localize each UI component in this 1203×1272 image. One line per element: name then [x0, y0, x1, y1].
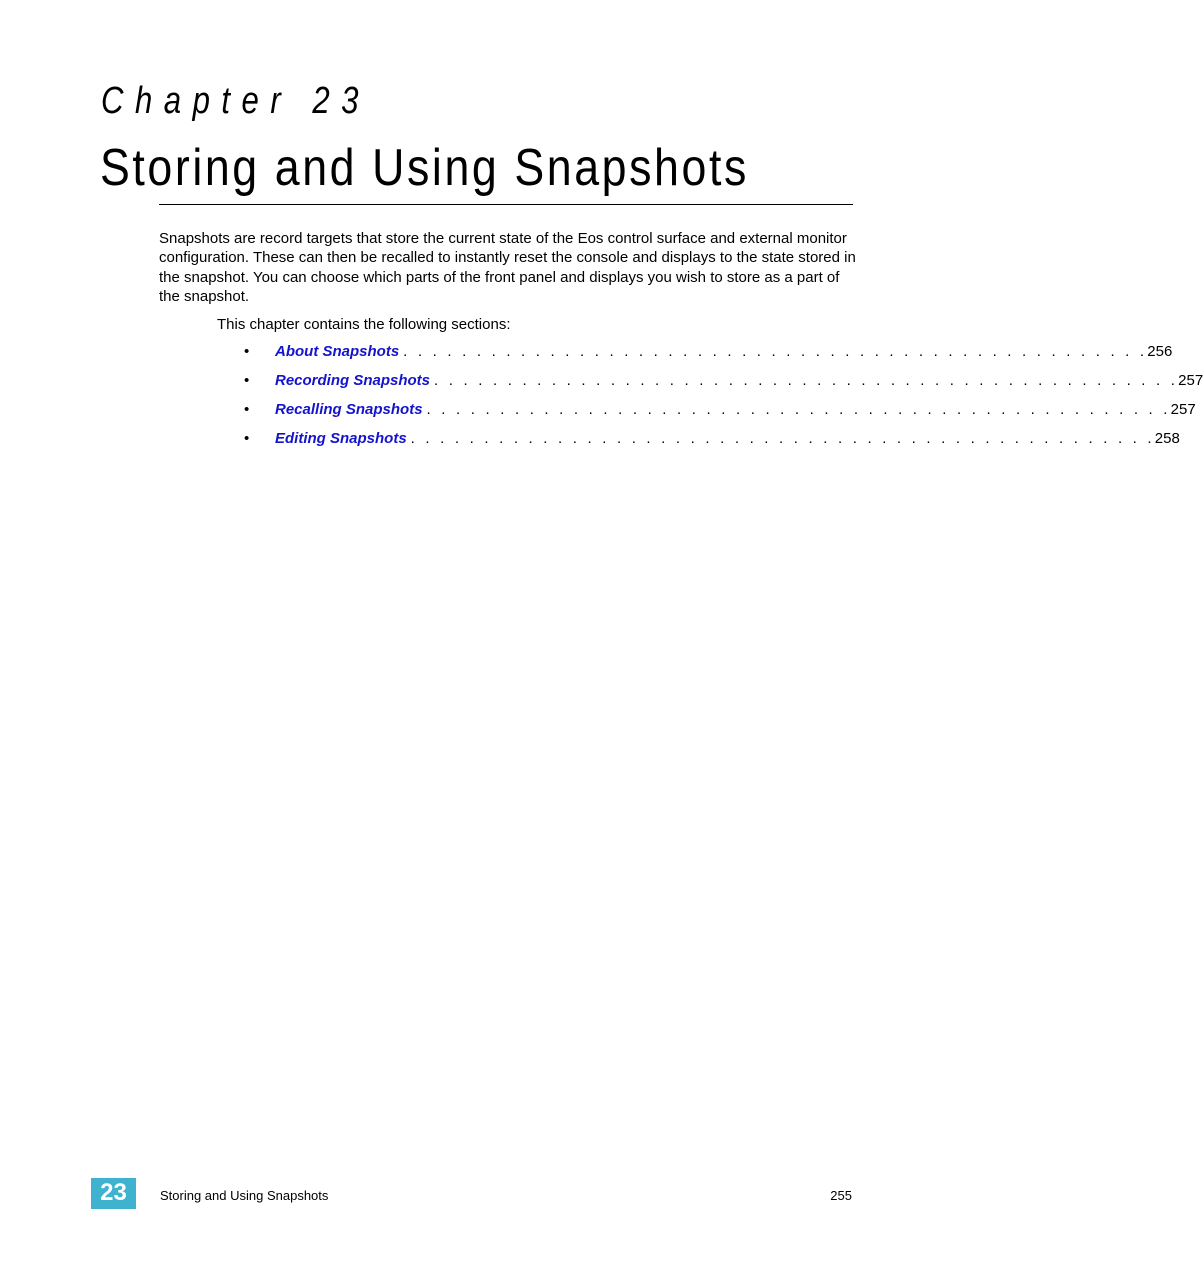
toc-page-number: 257 [1170, 401, 1196, 418]
dot-leader: . . . . . . . . . . . . . . . . . . . . . . . . . . . . . . . . . . . . . . . . . . . . . . . . . . . [410, 430, 1155, 447]
dot-leader: . . . . . . . . . . . . . . . . . . . . . . . . . . . . . . . . . . . . . . . . . . . . . . . . . . . [434, 372, 1179, 389]
footer-page-number: 255 [830, 1188, 852, 1203]
dot-leader: . . . . . . . . . . . . . . . . . . . . . . . . . . . . . . . . . . . . . . . . . . . . . . . . . . . [403, 343, 1148, 360]
sections-intro: This chapter contains the following sections: [217, 316, 511, 333]
toc-link-recording-snapshots[interactable]: Recording Snapshots [275, 372, 431, 389]
intro-paragraph: Snapshots are record targets that store the current state of the Eos control surface and external monitor configuration. These can then be recalled to instantly reset the console and displays to the state stored in the snapshot. You can choose which parts of the front panel and displays you wish to store as a part of the snapshot. [159, 230, 856, 305]
toc-item-recalling [244, 400, 1196, 429]
toc-item-editing [244, 429, 1180, 458]
bullet: • [244, 343, 250, 360]
toc-page-number: 258 [1154, 430, 1180, 447]
chapter-title: Storing and Using Snapshots [100, 139, 749, 197]
footer-title: Storing and Using Snapshots [160, 1188, 329, 1203]
toc-page-number: 256 [1147, 343, 1173, 360]
toc-link-about-snapshots[interactable]: About Snapshots [275, 343, 400, 360]
bullet: • [244, 401, 250, 418]
title-rule [159, 204, 853, 205]
toc-page-number: 257 [1178, 372, 1203, 389]
toc-link-recalling-snapshots[interactable]: Recalling Snapshots [275, 401, 423, 418]
chapter-label: Chapter 23 [101, 80, 370, 122]
bullet: • [244, 430, 250, 447]
toc-link-editing-snapshots[interactable]: Editing Snapshots [275, 430, 407, 447]
section-list [244, 342, 1203, 458]
bullet: • [244, 372, 250, 389]
chapter-tab: 23 [91, 1178, 136, 1209]
toc-item-about [244, 342, 1173, 371]
toc-item-recording [244, 371, 1203, 400]
dot-leader: . . . . . . . . . . . . . . . . . . . . . . . . . . . . . . . . . . . . . . . . . . . . . . . . . . . [426, 401, 1171, 418]
